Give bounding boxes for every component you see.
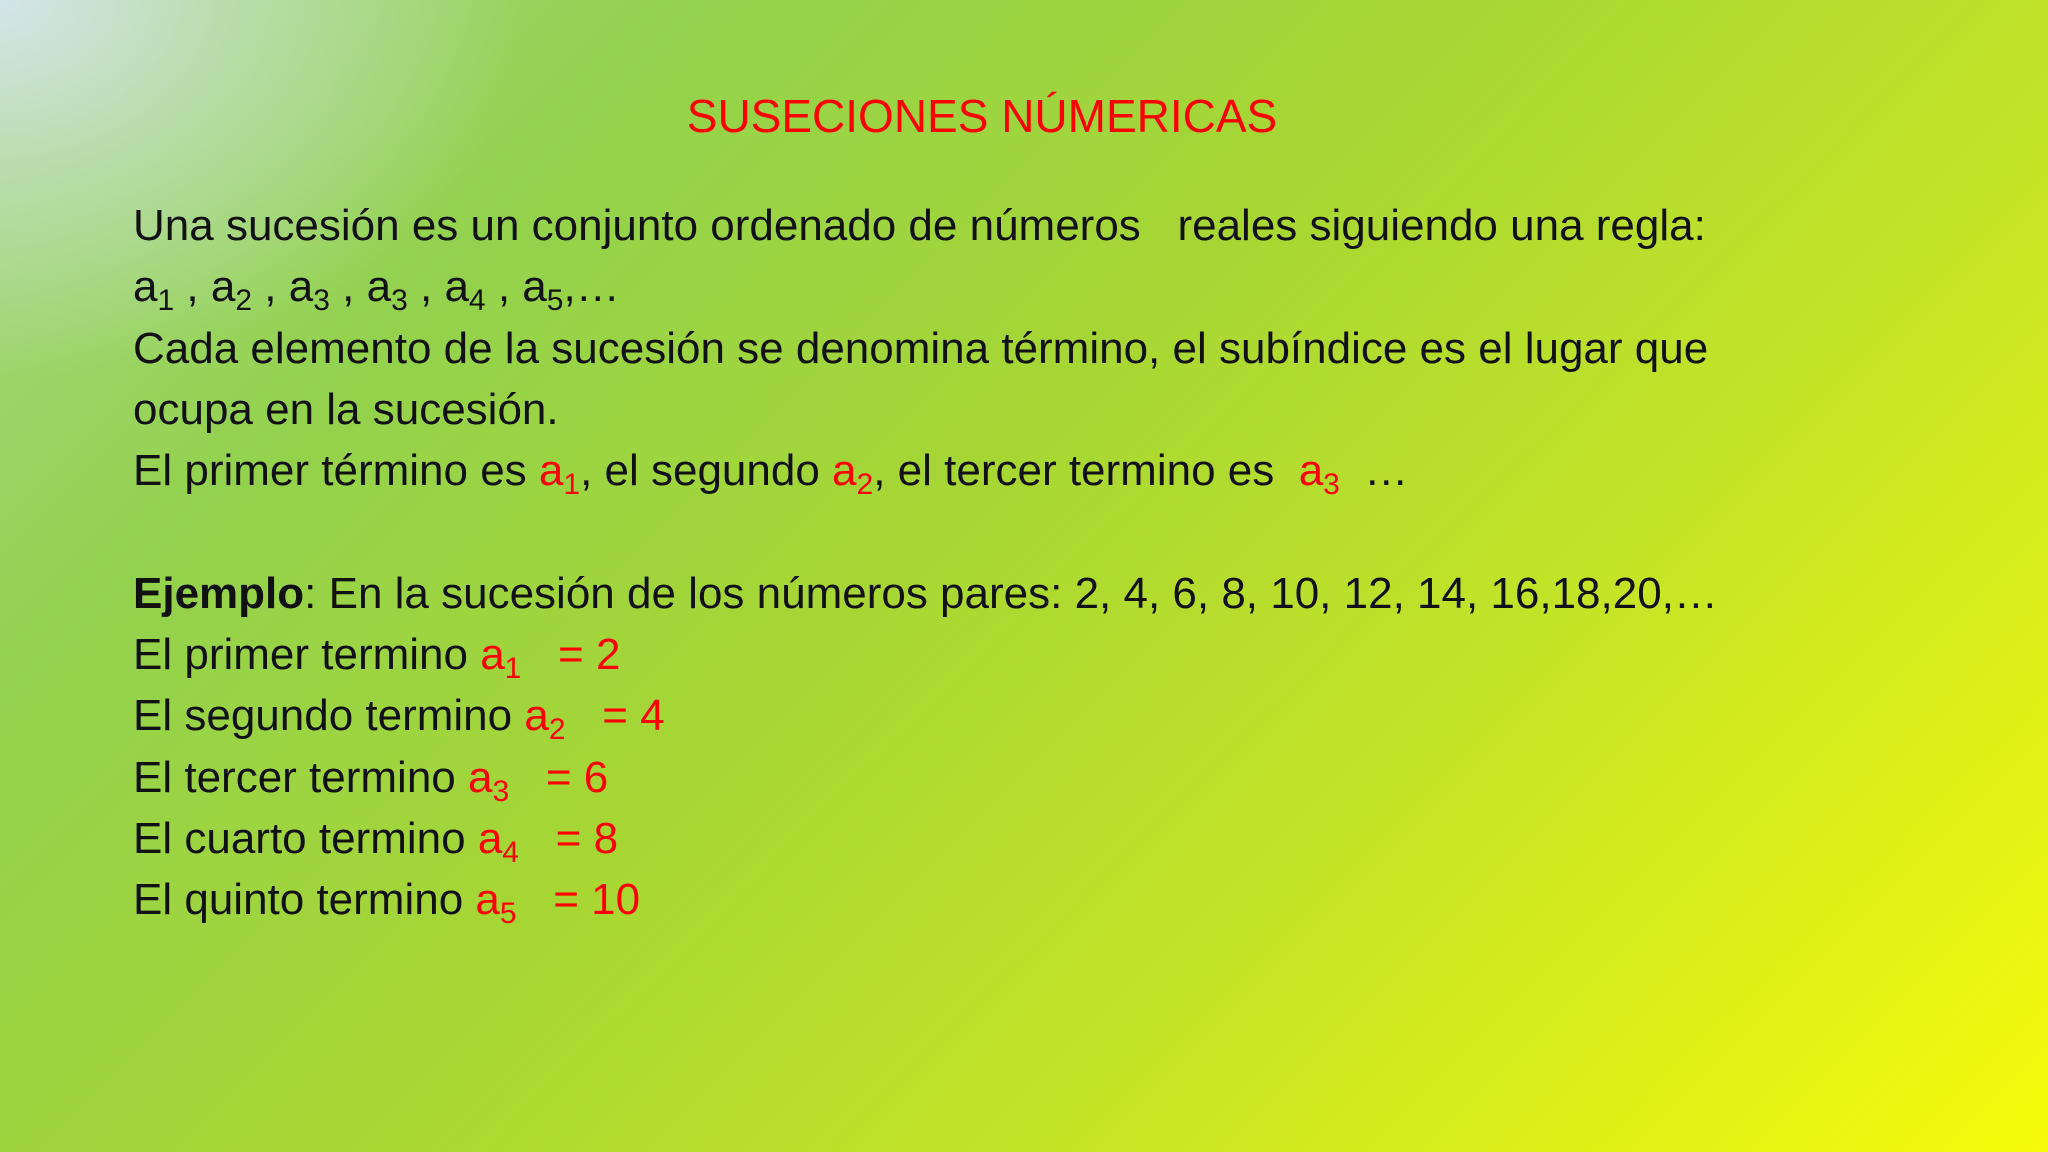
seq-term-sub: 2	[235, 284, 253, 318]
seq-term-sub: 1	[157, 284, 175, 318]
term-symbol	[524, 691, 665, 747]
line5-term-2	[832, 446, 874, 502]
example-term-row	[133, 624, 1933, 685]
term-sub: 2	[548, 713, 566, 747]
seq-term-letter: a	[288, 262, 314, 312]
seq-separator: ,	[174, 262, 211, 312]
line5-term-3	[1298, 446, 1340, 502]
term-letter: a	[524, 691, 549, 741]
definition-line-5	[133, 440, 1933, 501]
seq-separator: ,	[407, 262, 445, 312]
slide-body	[133, 195, 1933, 931]
slide-title: SUSECIONES NÚMERICAS	[686, 90, 1278, 142]
definition-line-1: Una sucesión es un conjunto ordenado de números reales siguiendo una regla:	[133, 201, 1706, 250]
line5-part-1: El primer término es	[133, 446, 539, 496]
term-value: = 4	[565, 691, 665, 741]
term-value: = 2	[521, 630, 621, 680]
term-letter: a	[480, 630, 505, 680]
seq-term-letter: a	[366, 262, 392, 312]
seq-term-sub: 4	[468, 284, 486, 318]
definition-line-3: Cada elemento de la sucesión se denomina término, el subíndice es el lugar que	[133, 323, 1709, 373]
seq-separator: ,	[485, 262, 523, 312]
line5-part-4: …	[1339, 446, 1409, 496]
example-term-row	[133, 808, 1933, 869]
term-sub: 4	[502, 835, 519, 869]
example-term-row	[133, 747, 1933, 808]
term-value: = 10	[516, 875, 641, 925]
term-sub: 1	[504, 652, 522, 686]
line5-part-3: , el tercer termino es	[873, 446, 1299, 496]
term-letter: a	[475, 875, 500, 925]
term-letter: a	[477, 813, 503, 863]
term-letter: a	[538, 446, 564, 496]
term-sub: 5	[499, 897, 517, 931]
term-sub: 3	[492, 774, 510, 808]
term-label: El segundo termino	[133, 691, 525, 741]
term-symbol	[480, 630, 621, 686]
term-value: = 6	[509, 752, 609, 802]
example-term-row	[133, 869, 1933, 930]
seq-separator: ,	[252, 262, 289, 312]
definition-line-4: ocupa en la sucesión.	[133, 384, 559, 434]
term-sub: 2	[856, 468, 874, 502]
term-symbol	[467, 752, 609, 808]
seq-ending: ,…	[563, 262, 620, 312]
seq-separator: ,	[329, 262, 367, 312]
seq-term-sub: 3	[391, 284, 408, 318]
line5-part-2: , el segundo	[580, 446, 833, 496]
example-text: : En la sucesión de los números pares: 2, 4, 6, 8, 10, 12, 14, 16,18,20,…	[304, 568, 1718, 618]
seq-term-letter: a	[444, 262, 469, 312]
line5-term-1	[538, 446, 581, 502]
term-label: El tercer termino	[133, 752, 468, 802]
term-letter: a	[467, 752, 493, 802]
example-intro	[133, 563, 1933, 624]
seq-term-sub: 3	[313, 284, 330, 318]
seq-term-letter: a	[133, 262, 158, 312]
term-symbol	[477, 813, 619, 869]
seq-term-sub: 5	[546, 284, 564, 318]
term-label: El quinto termino	[133, 875, 476, 925]
example-term-row	[133, 685, 1933, 746]
term-label: El cuarto termino	[133, 813, 478, 863]
example-label: Ejemplo	[133, 568, 305, 618]
term-letter: a	[832, 446, 857, 496]
sequence-notation	[133, 256, 1933, 317]
term-label: El primer termino	[133, 630, 481, 680]
term-sub: 3	[1323, 468, 1340, 502]
term-value: = 8	[518, 813, 619, 863]
spacer	[133, 501, 1933, 562]
term-sub: 1	[563, 468, 581, 502]
term-letter: a	[1298, 446, 1324, 496]
seq-term-letter: a	[522, 262, 547, 312]
term-symbol	[475, 875, 641, 931]
seq-term-letter: a	[210, 262, 236, 312]
